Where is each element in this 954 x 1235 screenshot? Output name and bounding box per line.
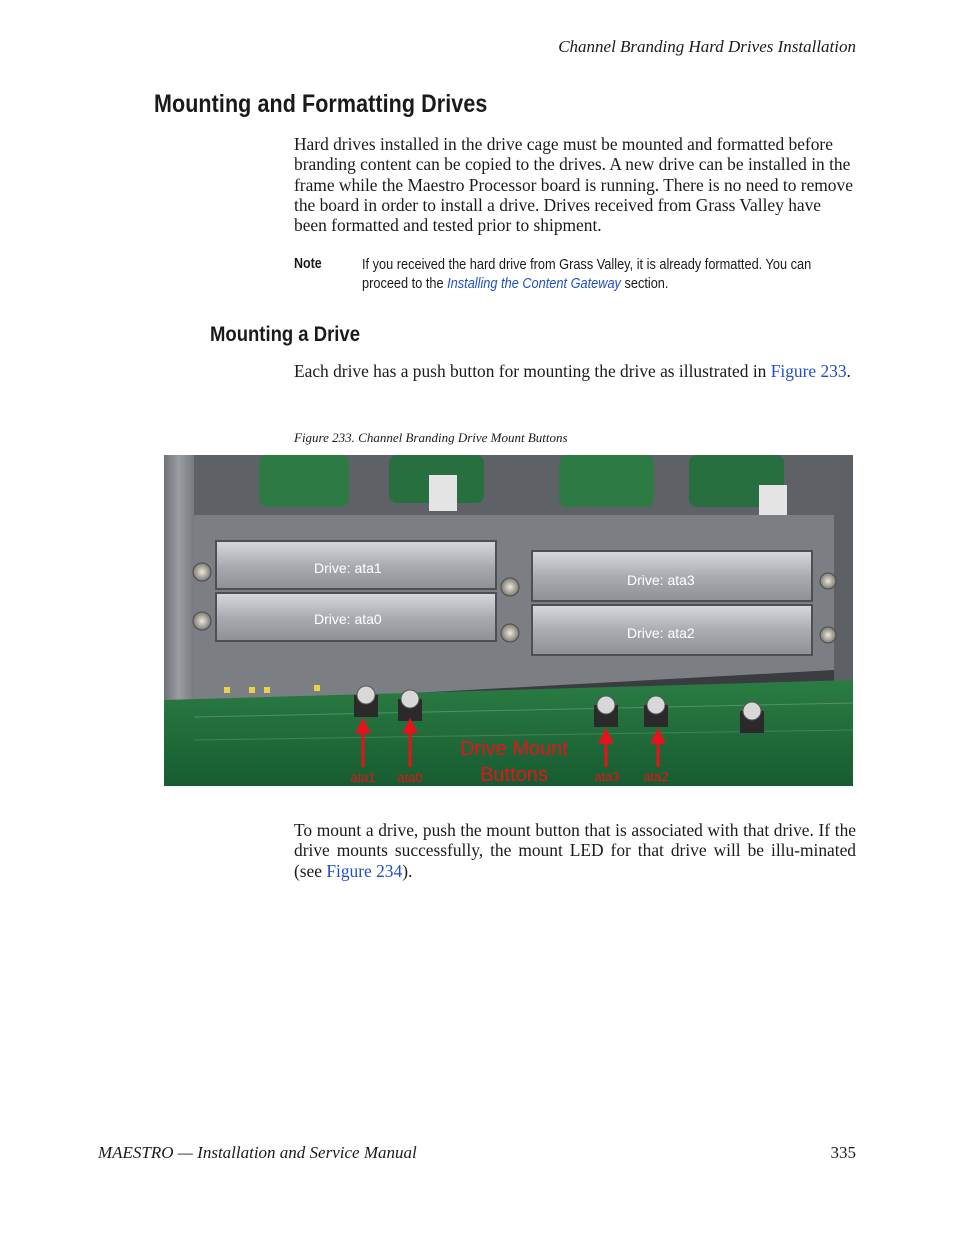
screw [193,563,211,581]
figure-233-link[interactable]: Figure 233 [770,361,847,381]
callout-line-2: Buttons [480,764,548,786]
arrow-label-ata1: ata1 [350,770,376,785]
drive-label-ata0: Drive: ata0 [314,611,382,627]
figure-caption: Figure 233. Channel Branding Drive Mount Buttons [294,430,568,445]
screw [501,578,519,596]
mount-para-before: Each drive has a push button for mounting the drive as illustrated in [294,361,771,381]
intro-paragraph: Hard drives installed in the drive cage must be mounted and formatted before branding content can be copied to the drives. A new drive can be installed in the frame while the Maestro Processor board is running. There is no need to remove the board in order to install a drive. Drives received from Grass Valley have been formatted and tested prior to shipment. [294,134,853,236]
page-number: 335 [830,1143,856,1162]
section-title: Mounting and Formatting Drives [154,90,488,118]
led [249,687,255,693]
instruction-after: ). [402,860,413,881]
label-sticker-1 [429,475,457,511]
note-text [362,256,820,294]
mount-paragraph [294,361,856,381]
screw [820,627,836,643]
callout-line-1: Drive Mount [460,738,568,760]
mount-instruction-paragraph [294,820,856,881]
mount-button-ata3[interactable] [594,696,618,727]
note-text-before: If you received the hard drive from Grass Valley, it is already formatted. You can proceed to the [362,257,812,292]
footer-manual-title: MAESTRO — Installation and Service Manual [98,1143,417,1162]
mount-button-ata0[interactable] [398,690,422,721]
drive-label-ata1: Drive: ata1 [314,560,382,576]
screw [820,573,836,589]
label-sticker-2 [759,485,787,519]
mount-button-ata2[interactable] [644,696,668,727]
rear-board-1 [259,455,349,507]
led [224,687,230,693]
rear-board-3 [559,455,654,507]
drive-mount-photo [164,455,853,786]
screw [501,624,519,642]
drive-label-ata2: Drive: ata2 [627,625,695,641]
subsection-title: Mounting a Drive [210,322,360,346]
running-header: Channel Branding Hard Drives Installation [558,37,856,56]
note-label: Note [294,256,322,272]
screw [193,612,211,630]
arrow-label-ata3: ata3 [594,769,620,784]
mount-button-extra [740,702,764,733]
arrow-label-ata0: ata0 [397,770,423,785]
mount-button-ata1[interactable] [354,686,378,717]
mount-para-after: . [846,361,851,381]
led [314,685,320,691]
note-text-after: section. [620,276,669,292]
arrow-label-ata2: ata2 [643,769,669,784]
figure-234-link[interactable]: Figure 234 [326,860,403,881]
installing-content-gateway-link[interactable]: Installing the Content Gateway [447,276,621,292]
led [264,687,270,693]
instruction-before: To mount a drive, push the mount button that is associated with that drive. If the drive mounts successfully, the mount LED for that drive will be illu-minated (see [294,820,856,881]
cage-rail-right [834,455,853,685]
drive-label-ata3: Drive: ata3 [627,572,695,588]
